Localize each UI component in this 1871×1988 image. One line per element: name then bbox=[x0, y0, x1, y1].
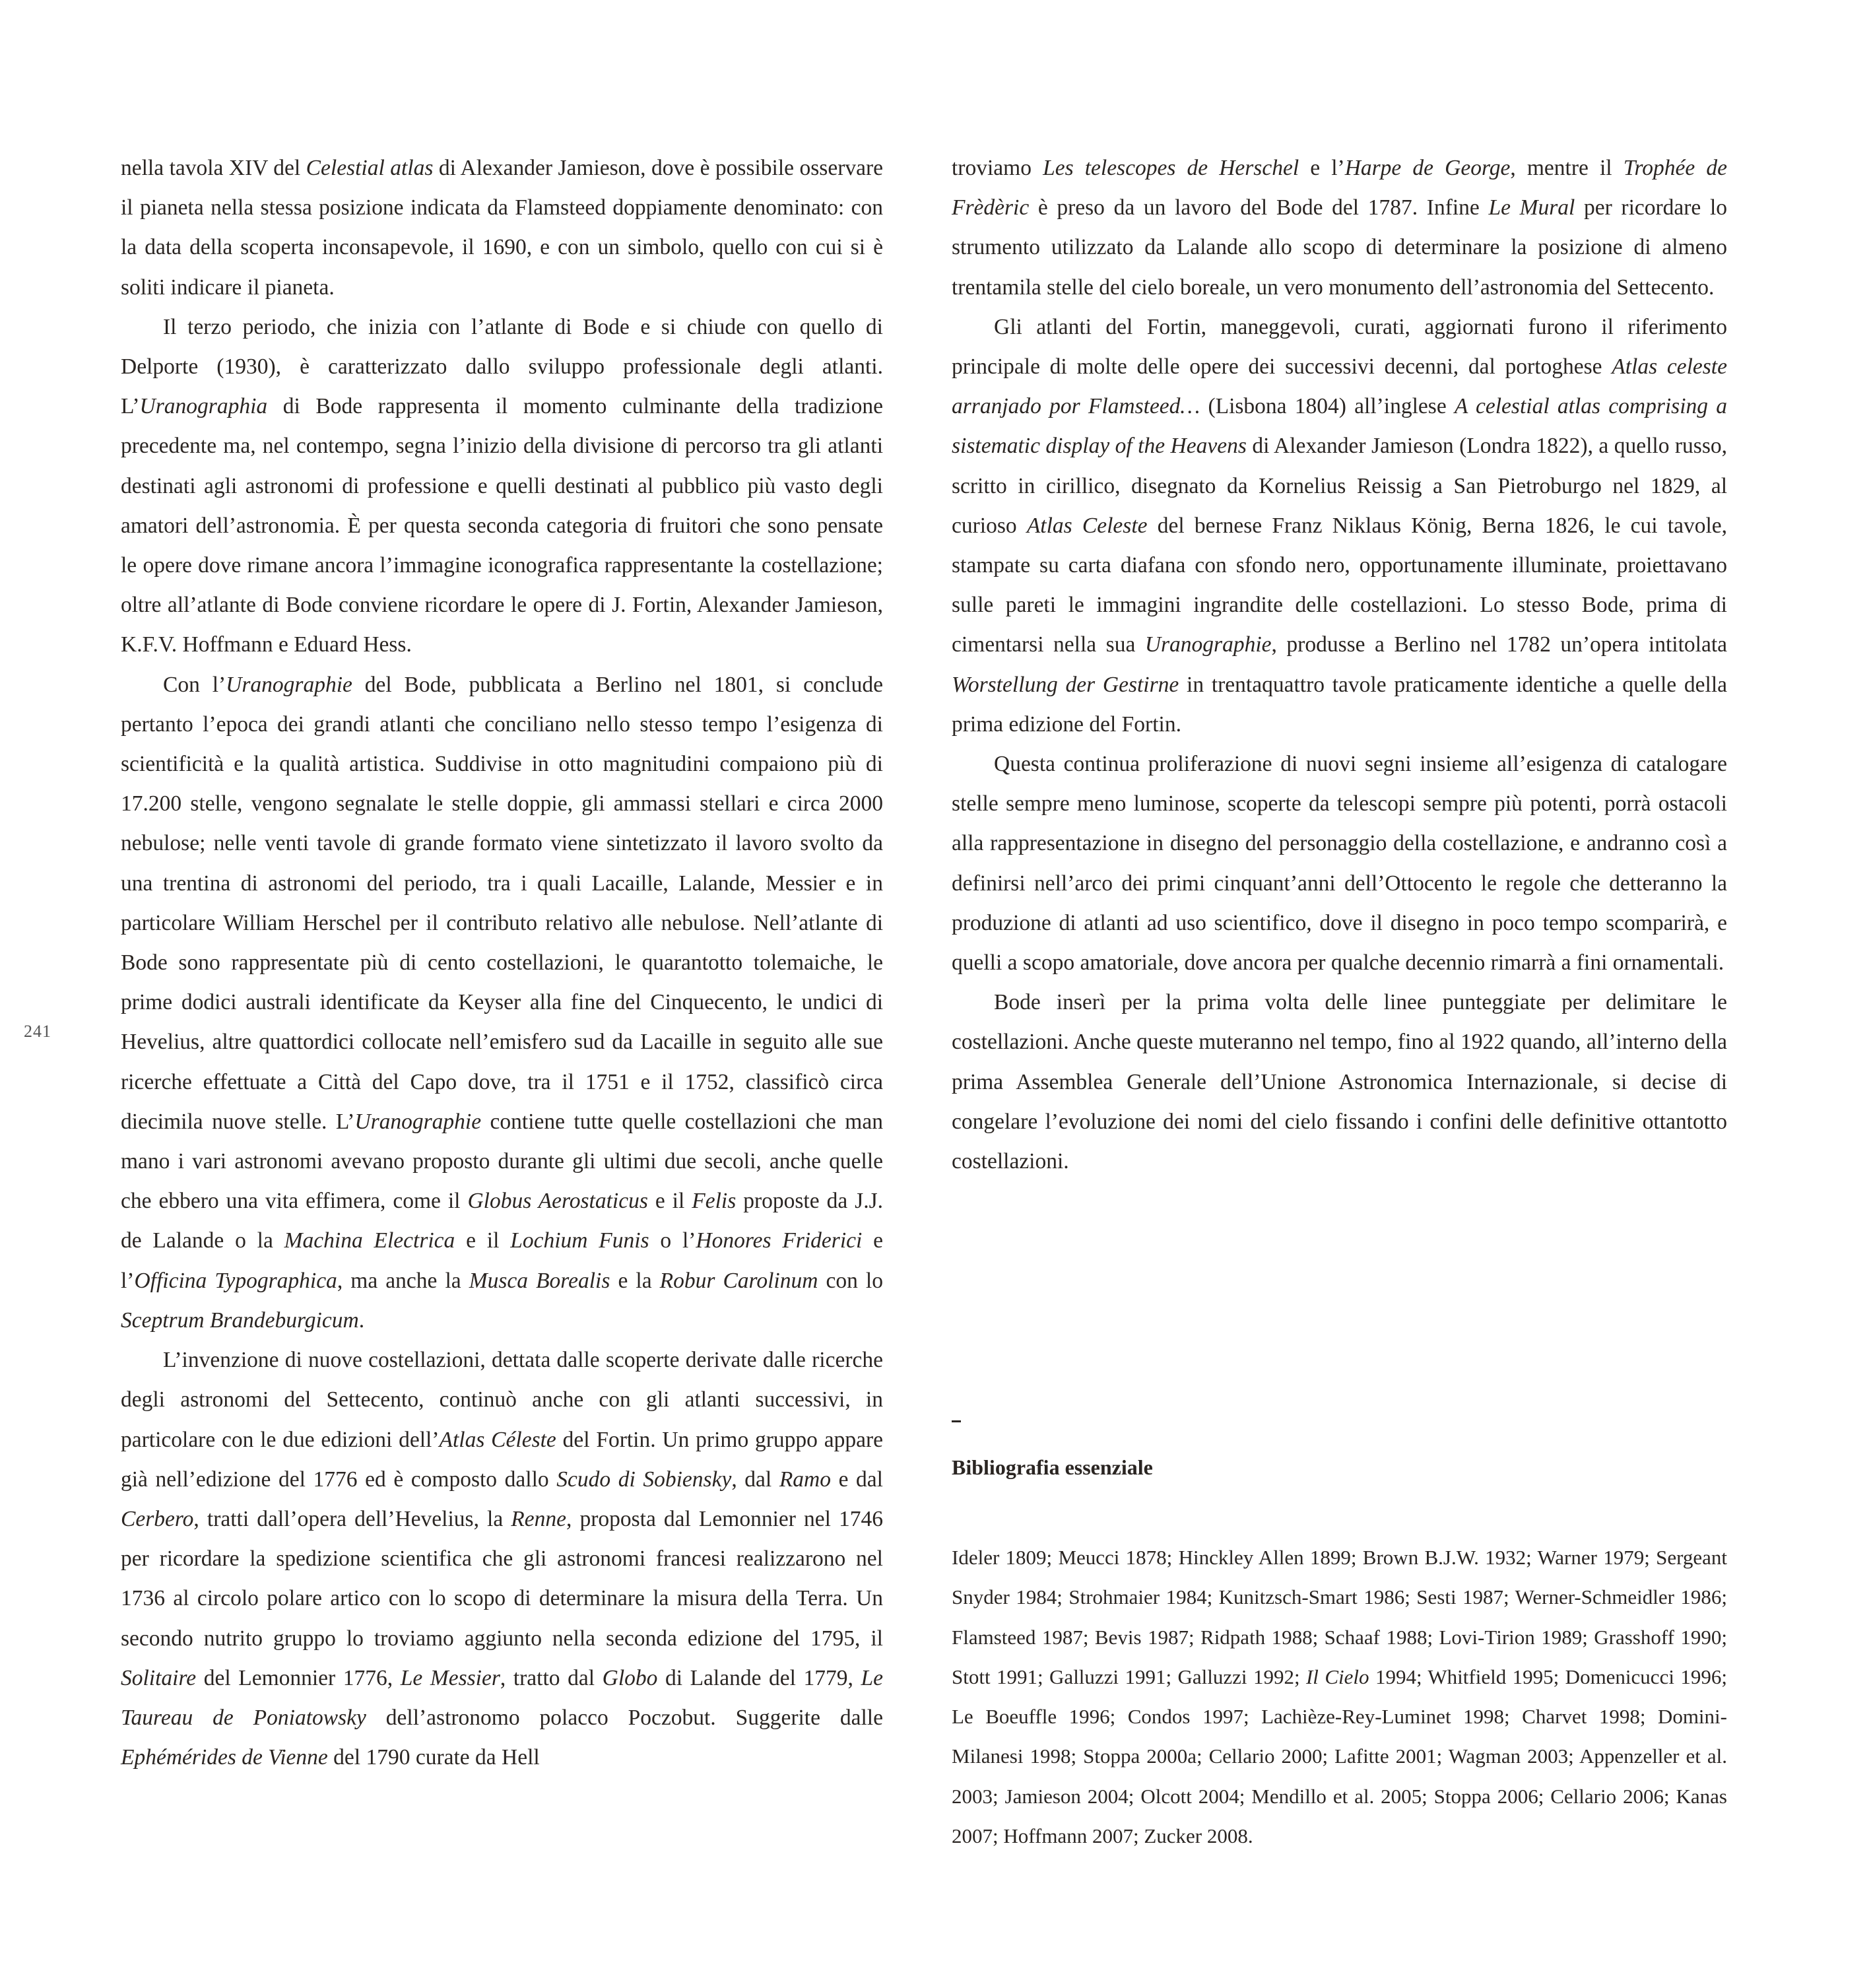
left-column bbox=[121, 149, 883, 1777]
italic-title: Ephémérides de Vienne bbox=[121, 1745, 328, 1770]
italic-title: Uranographie bbox=[1144, 632, 1272, 657]
text-run: nella tavola XIV del bbox=[121, 156, 306, 180]
text-run: del Lemonnier 1776, bbox=[196, 1665, 401, 1690]
italic-title: Globo bbox=[602, 1665, 658, 1690]
text-run: di Lalande del 1779, bbox=[657, 1665, 861, 1690]
italic-title: Celestial atlas bbox=[306, 156, 434, 180]
paragraph bbox=[952, 149, 1727, 308]
text-run: e l’ bbox=[1299, 156, 1345, 180]
text-run: , dal bbox=[731, 1467, 779, 1492]
paragraph bbox=[121, 149, 883, 308]
text-run: del Bode, pubblicata a Berlino nel 1801, si conclude pertanto l’epoca dei grandi atlanti che conciliano nello stesso tempo l’esigenza di scientificità e la qualità artistica. Suddivise in otto magnitudini compaiono più di 17.200 stelle, vengono segnalate le stelle doppie, gli ammassi stellari e circa 2000 nebulose; nelle venti tavole di grande formato viene sintetizzato il lavoro svolto da una trentina di astronomi del periodo, tra i quali Lacaille, Lalande, Messier e in particolare William Herschel per il contributo relativo alle nebulose. Nell’atlante di Bode sono rappresentate più di cento costellazioni, le quarantotto tolemaiche, le prime dodici australi identificate da Keyser alla fine del Cinquecento, le undici di Hevelius, altre quattordici collocate nell’emisfero sud da Lacaille in seguito alle sue ricerche effettuate a Città del Capo dove, tra il 1751 e il 1752, classificò circa diecimila nuove stelle. L’ bbox=[121, 672, 883, 1134]
text-run: , ma anche la bbox=[337, 1268, 469, 1293]
text-run: , mentre il bbox=[1510, 156, 1624, 180]
text-run: con lo bbox=[818, 1268, 883, 1293]
text-run: per ricordare lo strumento utilizzato da Lalande allo scopo di determinare la posizione di almeno trentamila stelle del cielo boreale, un vero monumento dell’astronomia del Settecento. bbox=[952, 195, 1728, 300]
text-run: proposte da J.J. de Lalande o la bbox=[121, 1189, 884, 1253]
italic-title: Atlas celeste arranjado por Flamsteed… bbox=[952, 354, 1727, 419]
italic-title: Harpe de George bbox=[1344, 156, 1511, 180]
bibliography-title: Bibliografia essenziale bbox=[952, 1455, 1153, 1479]
italic-title: A celestial atlas comprising a sistematic display of the Heavens bbox=[952, 394, 1727, 459]
text-run: , tratti dall’opera dell’Hevelius, la bbox=[193, 1506, 511, 1531]
italic-title: Honores Friderici bbox=[696, 1228, 863, 1253]
italic-title: Musca Borealis bbox=[469, 1268, 610, 1293]
italic-title: Felis bbox=[692, 1189, 737, 1214]
text-run: , tratto dal bbox=[500, 1665, 603, 1690]
text-run: del bernese Franz Niklaus König, Berna 1826, le cui tavole, stampate su carta diafana con sfondo nero, opportunamente illuminate, proiettavano sulle pareti le immagini ingrandite delle costellazioni. Lo stesso Bode, prima di cimentarsi nella sua bbox=[952, 513, 1728, 657]
italic-title: Atlas Celeste bbox=[1026, 513, 1148, 538]
text-run: Gli atlanti del Fortin, maneggevoli, curati, aggiornati furono il riferimento principale di molte delle opere dei successivi decenni, dal portoghese bbox=[952, 314, 1727, 380]
italic-title: Sceptrum Brandeburgicum bbox=[121, 1308, 359, 1333]
italic-title: Cerbero bbox=[121, 1506, 194, 1531]
italic-title: Ramo bbox=[779, 1467, 831, 1492]
italic-title: Solitaire bbox=[121, 1665, 197, 1690]
text-run: (Lisbona 1804) all’inglese bbox=[1200, 394, 1455, 419]
paragraph bbox=[121, 1341, 883, 1777]
text-run: Bode inserì per la prima volta delle linee punteggiate per delimitare le costellazioni. Anche queste muteranno nel tempo, fino al 1922 quando, all’interno della prima Assemblea Generale dell’Unione Astronomica Internazionale, si decise di congelare l’evoluzione dei nomi del cielo fissando i confini delle definitive ottantotto costellazioni. bbox=[952, 990, 1727, 1174]
text-run: e dal bbox=[830, 1467, 883, 1492]
text-run: di Bode rappresenta il momento culminante della tradizione precedente ma, nel contempo, segna l’inizio della divisione di percorso tra gli atlanti destinati agli astronomi di professione e quelli destinati al pubblico più vasto degli amatori dell’astronomia. È per questa seconda categoria di fruitori che sono pensate le opere dove rimane ancora l’immagine iconografica rappresentante la costellazione; oltre all’atlante di Bode conviene ricordare le opere di J. Fortin, Alexander Jamieson, K.F.V. Hoffmann e Eduard Hess. bbox=[121, 394, 883, 657]
paragraph bbox=[952, 745, 1727, 983]
text-run: è preso da un lavoro del Bode del 1787. Infine bbox=[1029, 195, 1489, 220]
text-run: L’invenzione di nuove costellazioni, dettata dalle scoperte derivate dalle ricerche degli astronomi del Settecento, continuò anche con gli atlanti successivi, in particolare con le due edizioni dell’ bbox=[121, 1348, 883, 1452]
italic-title: Lochium Funis bbox=[510, 1228, 649, 1253]
italic-title: Machina Electrica bbox=[284, 1228, 455, 1253]
paragraph bbox=[121, 665, 883, 1341]
paragraph bbox=[121, 308, 883, 665]
text-run: e il bbox=[455, 1228, 511, 1253]
italic-title: Scudo di Sobiensky bbox=[556, 1467, 732, 1492]
text-run: , proposta dal Lemonnier nel 1746 per ricordare la spedizione scientifica che gli astronomi francesi realizzarono nel 1736 al circolo polare artico con lo scopo di determinare la misura della Terra. Un secondo nutrito gruppo lo troviamo aggiunto nella seconda edizione del 1795, il bbox=[121, 1506, 883, 1651]
text-run: del 1790 curate da Hell bbox=[327, 1745, 540, 1770]
paragraph bbox=[952, 308, 1727, 745]
text-run: . bbox=[358, 1308, 365, 1333]
text-run: troviamo bbox=[952, 156, 1043, 180]
text-run: dell’astronomo polacco Poczobut. Suggerite dalle bbox=[366, 1705, 883, 1730]
bibliography-dash bbox=[952, 1420, 961, 1422]
text-run: e la bbox=[610, 1268, 660, 1293]
italic-title: Le Taureau de Poniatowsky bbox=[121, 1665, 883, 1730]
italic-title: Les telescopes de Herschel bbox=[1043, 156, 1299, 180]
italic-title: Trophée de Frèdèric bbox=[952, 156, 1727, 220]
italic-title: Worstellung der Gestirne bbox=[952, 672, 1179, 697]
text-run: di Alexander Jamieson (Londra 1822), a quello russo, scritto in cirillico, disegnato da Kornelius Reissig a San Pietroburgo nel 1829, al curioso bbox=[952, 434, 1727, 538]
italic-title: Uranographie bbox=[354, 1109, 482, 1134]
text-run: Con l’ bbox=[163, 672, 226, 697]
italic-title: Uranographie bbox=[226, 672, 352, 697]
text-run: 1994; Whitfield 1995; Domenicucci 1996; Le Boeuffle 1996; Condos 1997; Lachièze-Rey-Luminet 1998; Charvet 1998; Domini-Milanesi 1998; Stoppa 2000a; Cellario 2000; Lafitte 2001; Wagman 2003; Appenzeller et al. 2003; Jamieson 2004; Olcott 2004; Mendillo et al. 2005; Stoppa 2006; Cellario 2006; Kanas 2007; Hoffmann 2007; Zucker 2008. bbox=[952, 1665, 1727, 1848]
text-run: Questa continua proliferazione di nuovi segni insieme all’esigenza di catalogare stelle sempre meno luminose, scoperte da telescopi sempre più potenti, porrà ostacoli alla rappresentazione in disegno del personaggio della costellazione, e andranno così a definirsi nell’arco dei primi cinquant’anni dell’Ottocento le regole che detteranno la produzione di atlanti ad uso scientifico, dove il disegno in poco tempo scomparirà, e quelli a scopo amatoriale, dove ancora per qualche decennio rimarrà a fini ornamentali. bbox=[952, 752, 1727, 976]
right-column bbox=[952, 149, 1727, 1181]
text-run: in trentaquattro tavole praticamente identiche a quelle della prima edizione del Fortin. bbox=[952, 672, 1727, 737]
italic-title: Globus Aerostaticus bbox=[467, 1189, 648, 1214]
bibliography-list bbox=[952, 1538, 1727, 1856]
italic-title: Le Messier bbox=[400, 1665, 500, 1690]
text-run: , produsse a Berlino nel 1782 un’opera intitolata bbox=[1271, 632, 1727, 657]
paragraph bbox=[952, 983, 1727, 1181]
text-run: e l’ bbox=[121, 1228, 884, 1293]
italic-title: Renne bbox=[511, 1506, 566, 1531]
text-run: e il bbox=[647, 1189, 692, 1214]
text-run: Ideler 1809; Meucci 1878; Hinckley Allen 1899; Brown B.J.W. 1932; Warner 1979; Sergeant Snyder 1984; Strohmaier 1984; Kunitzsch-Smart 1986; Sesti 1987; Werner-Schmeidler 1986; Flamsteed 1987; Bevis 1987; Ridpath 1988; Schaaf 1988; Lovi-Tirion 1989; Grasshoff 1990; Stott 1991; Galluzzi 1991; Galluzzi 1992; bbox=[952, 1546, 1727, 1688]
text-run: del Fortin. Un primo gruppo appare già nell’edizione del 1776 ed è composto dallo bbox=[121, 1427, 883, 1492]
italic-title: Officina Typographica bbox=[134, 1268, 337, 1293]
italic-title: Le Mural bbox=[1488, 195, 1575, 220]
text-run: contiene tutte quelle costellazioni che man mano i vari astronomi avevano proposto durante gli ultimi due secoli, anche quelle che ebbero una vita effimera, come il bbox=[121, 1109, 883, 1214]
text-run: di Alexander Jamieson, dove è possibile osservare il pianeta nella stessa posizione indicata da Flamsteed doppiamente denominato: con la data della scoperta inconsapevole, il 1690, e con un simbolo, quello con cui si è soliti indicare il pianeta. bbox=[121, 156, 883, 300]
text-run: Il terzo periodo, che inizia con l’atlante di Bode e si chiude con quello di Delporte (1930), è caratterizzato dallo sviluppo professionale degli atlanti. L’ bbox=[121, 314, 883, 419]
italic-title: Robur Carolinum bbox=[659, 1268, 818, 1293]
italic-title: Il Cielo bbox=[1305, 1665, 1369, 1688]
page-number: 241 bbox=[24, 1022, 51, 1041]
italic-title: Uranographia bbox=[139, 394, 268, 419]
italic-title: Atlas Céleste bbox=[439, 1427, 556, 1452]
text-run: o l’ bbox=[649, 1228, 696, 1253]
